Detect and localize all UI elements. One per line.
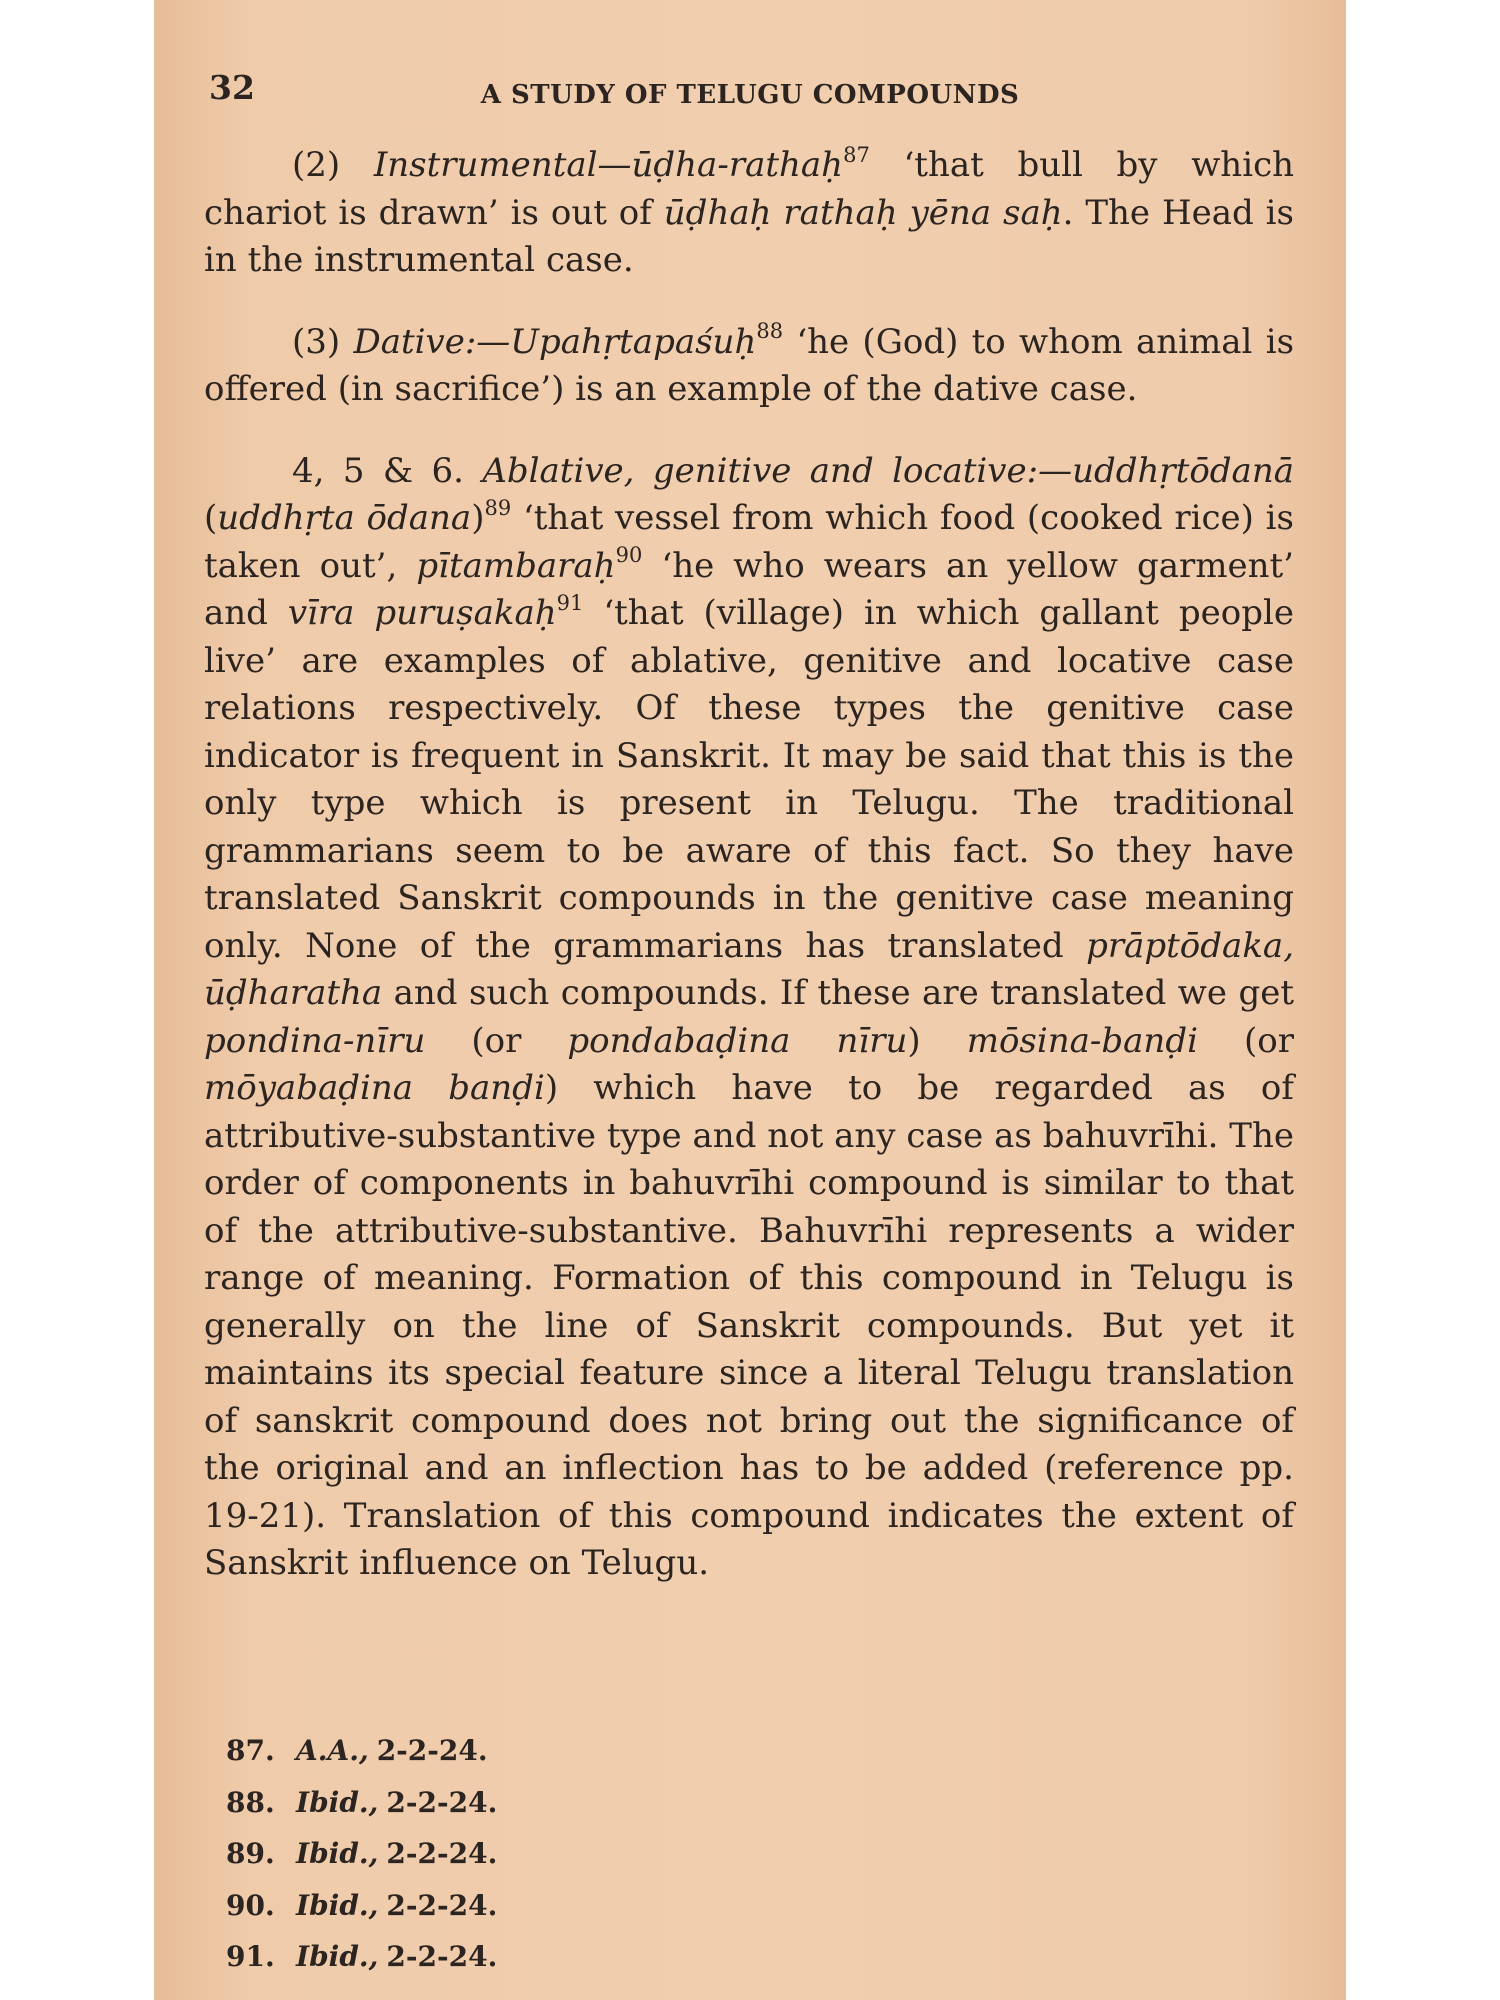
footnote-item: 91. Ibid., 2-2-24. (226, 1940, 498, 1973)
footnote-item: 88. Ibid., 2-2-24. (226, 1785, 498, 1819)
footnote-ref: 90 (615, 543, 643, 568)
footnote-ref: 88 (756, 319, 784, 344)
body-text (204, 142, 1294, 1588)
page-number: 32 (209, 68, 255, 107)
footnote-ref: 87 (843, 142, 870, 167)
paragraph-instrumental: (2) Instrumental—ūḍha-rathaḥ$^{87}$ ‘that bull by which chariot is drawn’ is out of ūḍhaḥ rathaḥ yēna saḥ. The Head is in the instrumental case. (204, 142, 1295, 280)
term-label: Instrumental—ūḍha-rathaḥ (373, 145, 844, 185)
term-label: Ablative, genitive and locative:—uddhṛtōdanā (482, 450, 1294, 491)
footnote-item: 89. Ibid., 2-2-24. (226, 1837, 498, 1870)
running-title: A STUDY OF TELUGU COMPOUNDS (480, 80, 1020, 110)
paragraph-ablative-genitive-locative: 4, 5 & 6. Ablative, genitive and locative:—uddhṛtōdanā (uddhṛta ōdana)$^{89}$ ‘that vessel from which food (cooked rice) is taken out’, pītambaraḥ$^{90}$ ‘he who wears an yellow garment’ and vīra puruṣakaḥ$^{91}$ ‘that (village) in which gallant people live’ are examples of ablative, genitive and locative case relations respectively. Of these types the genitive case indicator is frequent in Sanskrit. It may be said that this is the only type which is present in Telugu. The traditional grammarians seem to be aware of this fact. So they have translated Sanskrit compounds in the genitive case meaning only. None of the grammarians has translated prāptōdaka, ūḍharatha and such compounds. If these are translated we get pondina-nīru (or pondabaḍina nīru) mōsina-banḍi (or mōyabaḍina banḍi) which have to be regarded as of attributive-substantive type and not any case as bahuvrīhi. The order of components in bahuvrīhi compound is similar to that of the attributive-substantive. Bahuvrīhi represents a wider range of meaning. Formation of this compound in Telugu is generally on the line of Sanskrit compounds. But yet it maintains its special feature since a literal Telugu translation of sanskrit compound does not bring out the significance of the original and an inflection has to be added (reference pp. 19-21). Translation of this compound indicates the extent of Sanskrit influence on Telugu. (204, 450, 1294, 1583)
page-header (209, 68, 1291, 112)
paragraph-dative: (3) Dative:—Upahṛtapaśuḥ$^{88}$ ‘he (God) to whom animal is offered (in sacrifice’) is an example of the dative case. (204, 319, 1295, 409)
footnote-item: 90. Ibid., 2-2-24. (226, 1888, 498, 1922)
footnote-item: 87. A.A., 2-2-24. (226, 1734, 488, 1767)
term-label: Dative:—Upahṛtapaśuḥ (353, 321, 757, 362)
footnote-ref: 91 (556, 590, 584, 615)
book-page (154, 0, 1346, 2000)
footnote-ref: 89 (484, 495, 512, 520)
footnotes (226, 1725, 497, 1983)
